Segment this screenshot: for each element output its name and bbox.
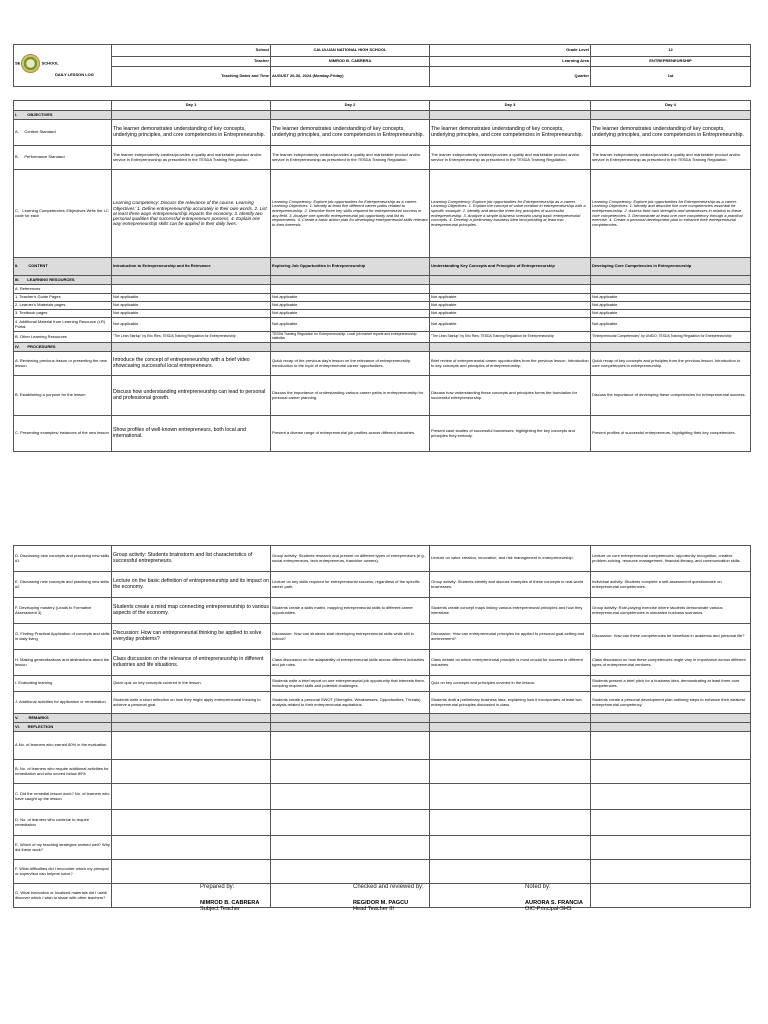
- reflection-row: [14, 784, 751, 810]
- table-cell: Not applicable.: [591, 310, 751, 318]
- school-suffix: SCHOOL: [41, 60, 59, 66]
- dates-label: Teaching Dates and Time: [112, 67, 271, 87]
- row-label: I. Evaluating learning: [14, 676, 112, 692]
- area-value: ENTREPRENEURSHIP: [591, 57, 751, 67]
- table-cell: Brief review of entrepreneurial career opportunities from the previous lesson. Introduction to key concepts and principles of entrepreneurship.: [430, 352, 591, 376]
- section-objectives: [14, 111, 112, 120]
- table-cell: The learner demonstrates understanding of key concepts, underlying principles, and core competencies in Entrepreneurship.: [271, 120, 430, 146]
- table-cell: Learning Competency: Explore job opportunities for Entrepreneurship as a career. Learning Objectives: 1. Explain the concept of value creation in entrepreneurship with a specific example. 2. Identify and describe three key principles of successful entrepreneurship. 3. Analyze a simple business scenario using basic entrepreneurial concepts. 4. Develop a preliminary business idea incorporating at least two entrepreneurial principles.: [430, 170, 591, 258]
- table-cell: Not applicable.: [112, 294, 271, 302]
- school-label: School: [112, 45, 271, 57]
- row-label: H. Making generalizations and abstractions about the lesson: [14, 650, 112, 676]
- header-table: [13, 44, 751, 452]
- table-cell: Students create a personal development plan outlining steps to enhance their weakest entrepreneurial competency.: [591, 692, 751, 714]
- table-cell: Discussion: How can students start developing entrepreneurial skills while still in school?: [271, 624, 430, 650]
- table-cell: Understanding Key Concepts and Principles of Entrepreneurship: [430, 258, 591, 276]
- table-cell: "The Lean Startup" by Eric Ries; TESDA Training Regulation for Entrepreneurship: [430, 332, 591, 343]
- prepared-by: [200, 884, 320, 912]
- row-letter: C.: [15, 207, 19, 213]
- table-cell: The learner independently creates/provides a quality and marketable product and/or service in Entrepreneurship as prescribed in the TESDA Training Regulation.: [430, 146, 591, 170]
- section-remarks: [14, 714, 112, 723]
- checked-name: REGIDOR M. PAGCU: [353, 900, 409, 906]
- procedure-h-row: [14, 650, 751, 676]
- table-cell: Not applicable.: [271, 302, 430, 310]
- section-number: V.: [15, 714, 19, 720]
- table-cell: Not applicable.: [430, 318, 591, 332]
- table-cell: The learner demonstrates understanding of key concepts, underlying principles, and core competencies in Entrepreneurship.: [430, 120, 591, 146]
- table-cell: The learner independently creates/provides a quality and marketable product and/or service in Entrepreneurship as prescribed in the TESDA Training Regulation.: [591, 146, 751, 170]
- content-row: [14, 258, 751, 276]
- content-standard-row: [14, 120, 751, 146]
- table-cell: TESDA Training Regulation for Entrepreneurship; Local job market reports and entrepreneurship statistics: [271, 332, 430, 343]
- procedure-f-row: [14, 598, 751, 624]
- deped-seal-icon: [21, 54, 40, 73]
- table-cell: Discuss how understanding these concepts and principles forms the foundation for successful entrepreneurship.: [430, 376, 591, 416]
- table-cell: Not applicable.: [430, 310, 591, 318]
- table-cell: Not applicable.: [271, 294, 430, 302]
- section-title: OBJECTIVES: [27, 111, 53, 117]
- additional-materials-row: [14, 318, 751, 332]
- lesson-log-page-1: [13, 44, 750, 452]
- table-cell: Discuss the importance of developing these competencies for entrepreneurial success.: [591, 376, 751, 416]
- table-cell: Class debate on which entrepreneurial principle is most crucial for success in different industries.: [430, 650, 591, 676]
- competencies-row: [14, 170, 751, 258]
- table-cell: Not applicable.: [112, 310, 271, 318]
- textbook-row: [14, 310, 751, 318]
- noted-name: AURORA S. FRANCIA: [525, 900, 583, 906]
- table-cell: Not applicable.: [271, 318, 430, 332]
- school-logo-cell: [14, 45, 112, 87]
- checked-by: [353, 884, 473, 912]
- table-cell: Present a diverse range of entrepreneurial job profiles across different industries.: [271, 416, 430, 452]
- table-cell: Students draft a preliminary business idea, explaining how it incorporates at least two entrepreneurial principles discussed in class.: [430, 692, 591, 714]
- row-label: F. What difficulties did I encounter which my principal or supervisor can helpme solve?: [14, 860, 112, 884]
- table-cell: Not applicable.: [112, 302, 271, 310]
- reflection-row: [14, 860, 751, 884]
- section-title: CONTENT: [28, 263, 48, 269]
- table-cell: Discuss how understanding entrepreneurship can lead to personal and professional growth.: [112, 376, 271, 416]
- section-reflection: [14, 723, 112, 732]
- table-cell: Exploring Job Opportunities in Entrepreneurship: [271, 258, 430, 276]
- table-cell: Individual activity: Students complete a self-assessment questionnaire on entrepreneurial competencies.: [591, 572, 751, 598]
- row-label: [14, 120, 112, 146]
- table-cell: Quick quiz on key concepts covered in the lesson.: [112, 676, 271, 692]
- noted-label: Noted by:: [525, 884, 551, 890]
- school-value: CALULUAN NATIONAL HIGH SCHOOL: [271, 45, 430, 57]
- teachers-guide-row: [14, 294, 751, 302]
- dates-value: AUGUST 26-30, 2024 (Monday-Friday): [271, 67, 430, 87]
- area-label: Learning Area: [430, 57, 591, 67]
- table-cell: Students write a brief report on one entrepreneurial job opportunity that interests them, including required skills and potential challenges.: [271, 676, 430, 692]
- school-prefix: SE: [15, 60, 21, 66]
- procedure-j-row: [14, 692, 751, 714]
- table-cell: Students create concept maps linking various entrepreneurial principles and how they interrelate.: [430, 598, 591, 624]
- row-label: D. Discussing new concepts and practicing new skills #1: [14, 546, 112, 572]
- row-label: A. Reviewing previous lesson or presenting the new lesson: [14, 352, 112, 376]
- table-cell: Discuss the importance of understanding various career paths in entrepreneurship for personal career planning.: [271, 376, 430, 416]
- references-label: A. References: [14, 285, 112, 294]
- row-label: E. Discussing new concepts and practicing new skills #2: [14, 572, 112, 598]
- row-title: Content Standard: [24, 129, 56, 135]
- table-cell: The learner demonstrates understanding of key concepts, underlying principles, and core competencies in Entrepreneurship.: [591, 120, 751, 146]
- table-cell: Introduction to Entrepreneurship and Its Relevance: [112, 258, 271, 276]
- row-label: J. Additional activities for application or remediation: [14, 692, 112, 714]
- row-label: 2. Learner's Materials pages: [14, 302, 112, 310]
- section-content: [14, 258, 112, 276]
- table-cell: Discussion: How can entrepreneurial principles be applied to personal goal-setting and achievement?: [430, 624, 591, 650]
- procedures-continued-table: [13, 545, 751, 908]
- table-cell: Lecture on core entrepreneurial competencies: opportunity recognition, creative problem-solving, resource management, financial literacy, and communication skills.: [591, 546, 751, 572]
- row-label: E. Which of my teaching strategies worked well? Why did these work?: [14, 836, 112, 860]
- section-procedures: [14, 343, 112, 352]
- reflection-row: [14, 732, 751, 760]
- section-number: II.: [15, 263, 19, 269]
- row-label: G. What innovation or localized materials did I used/ discover which I wish to share with other teachers?: [14, 884, 112, 908]
- table-cell: Group activity: Students brainstorm and list characteristics of successful entrepreneurs.: [112, 546, 271, 572]
- noted-by: [525, 884, 645, 912]
- table-cell: Students present a brief pitch for a business idea, demonstrating at least three core competencies.: [591, 676, 751, 692]
- table-cell: Students write a short reflection on how they might apply entrepreneurial thinking to achieve a personal goal.: [112, 692, 271, 714]
- table-cell: Class discussion on the relevance of entrepreneurship in different industries and life situations.: [112, 650, 271, 676]
- prepared-name: NIMROD B. CABRERA: [200, 900, 260, 906]
- table-cell: Students create a personal SWOT (Strengths, Weaknesses, Opportunities, Threats) analysis related to their entrepreneurial aspirations.: [271, 692, 430, 714]
- row-label: C. Did the remedial lesson work? No. of learners who have caught up the lesson: [14, 784, 112, 810]
- row-label: 1. Teacher's Guide Pages: [14, 294, 112, 302]
- noted-title: OIC-Principal-SHS: [525, 906, 572, 912]
- table-cell: Not applicable.: [430, 302, 591, 310]
- row-label: [14, 170, 112, 258]
- table-cell: Not applicable.: [591, 302, 751, 310]
- table-cell: Present case studies of successful businesses, highlighting the key concepts and principles they embody.: [430, 416, 591, 452]
- section-title: PROCEDURES: [27, 343, 56, 349]
- day-4-header: Day 4: [591, 101, 751, 111]
- row-letter: B.: [15, 154, 19, 160]
- other-resources-row: [14, 332, 751, 343]
- procedure-e-row: [14, 572, 751, 598]
- table-cell: Class discussion on how these competencies might vary in importance across different types of entrepreneurial ventures.: [591, 650, 751, 676]
- checked-label: Checked and reviewed by:: [353, 884, 424, 890]
- day-2-header: Day 2: [271, 101, 430, 111]
- table-cell: Learning Competency: Discuss the relevance of the course. Learning Objectives: 1. Define entrepreneurship accurately in their own words. 2. List at least three ways entrepreneurship impacts the economy. 3. Identify two personal qualities that successful entrepreneurs possess. 4. Explain one way entrepreneurship skills can be applied in their daily lives.: [112, 170, 271, 258]
- table-cell: "The Lean Startup" by Eric Ries; TESDA Training Regulation for Entrepreneurship: [112, 332, 271, 343]
- table-cell: The learner independently creates/provides a quality and marketable product and/or service in Entrepreneurship as prescribed in the TESDA Training Regulation.: [112, 146, 271, 170]
- quarter-value: 1st: [591, 67, 751, 87]
- table-cell: Not applicable.: [591, 294, 751, 302]
- table-cell: Students create a mind map connecting entrepreneurship to various aspects of the economy.: [112, 598, 271, 624]
- procedure-i-row: [14, 676, 751, 692]
- section-number: I.: [15, 111, 18, 117]
- table-cell: Introduce the concept of entrepreneurship with a brief video showcasing successful local entrepreneurs.: [112, 352, 271, 376]
- row-label: 4. Additional Material from Learning Resource (LR) Portal: [14, 318, 112, 332]
- table-cell: Learning Competency: Explore job opportunities for Entrepreneurship as a career. Learning Objectives: 1. Identify at least five different career paths related to entrepreneurship. 2. Describe three key skills required for entrepreneurial success in any field. 3. Analyze one specific entrepreneurial job opportunity and list its requirements. 4. Create a basic action plan for developing entrepreneurial skills relevant to their interests.: [271, 170, 430, 258]
- row-label: A.No. of learners who earned 80% in the evaluation: [14, 732, 112, 760]
- grade-label: Grade Level: [430, 45, 591, 57]
- teacher-value: NIMROD B. CABRERA: [271, 57, 430, 67]
- table-cell: Quiz on key concepts and principles covered in the lesson.: [430, 676, 591, 692]
- row-title: Learning Competencies /Objectives Write the LC code for each: [15, 207, 109, 218]
- row-label: 3. Textbook pages: [14, 310, 112, 318]
- row-label: B. Establishing a purpose for the lesson: [14, 376, 112, 416]
- quarter-label: Quarter: [430, 67, 591, 87]
- table-cell: Present profiles of successful entrepreneurs, highlighting their key competencies.: [591, 416, 751, 452]
- performance-standard-row: [14, 146, 751, 170]
- row-label: B. Other Learning Resources: [14, 332, 112, 343]
- table-cell: Lecture on value creation, innovation, and risk management in entrepreneurship.: [430, 546, 591, 572]
- section-resources: [14, 276, 112, 285]
- doc-title: DAILY LESSON LOG: [55, 71, 94, 77]
- section-number: IV.: [15, 343, 20, 349]
- table-cell: Discussion: How can entrepreneurial thinking be applied to solve everyday problems?: [112, 624, 271, 650]
- table-cell: Group activity: Students research and present on different types of entrepreneurs (e.g., social entrepreneurs, tech entrepreneurs, franchise owners).: [271, 546, 430, 572]
- table-cell: The learner demonstrates understanding of key concepts, underlying principles, and core competencies in Entrepreneurship.: [112, 120, 271, 146]
- checked-title: Head Teacher III: [353, 906, 394, 912]
- row-label: B. No. of learners who require additional activities for remediation and who scored below 80%: [14, 760, 112, 784]
- table-cell: Show profiles of well-known entrepreneurs, both local and international.: [112, 416, 271, 452]
- row-label: [14, 146, 112, 170]
- lesson-log-page-2: [13, 545, 750, 908]
- reflection-row: [14, 810, 751, 836]
- table-cell: The learner independently creates/provides a quality and marketable product and/or service in Entrepreneurship as prescribed in the TESDA Training Regulation.: [271, 146, 430, 170]
- row-label: F. Developing mastery (Leads to Formative Assessment 3): [14, 598, 112, 624]
- table-cell: Quick recap of key concepts and principles from the previous lesson. Introduction to core competencies in entrepreneurship.: [591, 352, 751, 376]
- table-cell: Class discussion on the adaptability of entrepreneurial skills across different industries and job roles.: [271, 650, 430, 676]
- reflection-row: [14, 836, 751, 860]
- procedure-g-row: [14, 624, 751, 650]
- table-cell: Lecture on key skills required for entrepreneurial success, regardless of the specific career path.: [271, 572, 430, 598]
- procedure-b-row: [14, 376, 751, 416]
- table-cell: Group activity: Students identify and discuss examples of these concepts in real-world businesses.: [430, 572, 591, 598]
- learners-materials-row: [14, 302, 751, 310]
- teacher-label: Teacher: [112, 57, 271, 67]
- day-3-header: Day 3: [430, 101, 591, 111]
- table-cell: Learning Competency: Explore job opportunities for Entrepreneurship as a career. Learning Objectives: 1. Identify and describe five core competencies essential for entrepreneurship. 2. Assess their own strengths and weaknesses in relation to these core competencies. 3. Demonstrate at least one core competency through a practical exercise. 4. Create a personal development plan to enhance their entrepreneurial competencies.: [591, 170, 751, 258]
- table-cell: Not applicable.: [271, 310, 430, 318]
- section-number: III.: [15, 276, 20, 282]
- section-title: REFLECTION: [27, 723, 54, 729]
- reflection-row: [14, 760, 751, 784]
- section-number: VI.: [15, 723, 20, 729]
- row-label: G. Finding Practical Application of concepts and skills in daily living: [14, 624, 112, 650]
- section-title: REMARKS: [28, 714, 49, 720]
- row-letter: A.: [15, 129, 19, 135]
- section-title: LEARNING RESOURCES: [27, 276, 75, 282]
- row-label: D. No. of learners who continue to require remediation: [14, 810, 112, 836]
- prepared-title: Subject Teacher: [200, 906, 241, 912]
- table-cell: Not applicable.: [112, 318, 271, 332]
- prepared-label: Prepared by:: [200, 884, 235, 890]
- row-label: C. Presenting examples/ instances of the new lesson: [14, 416, 112, 452]
- table-cell: Group activity: Role-playing exercise where students demonstrate various entrepreneurial competencies in simulated business scenarios.: [591, 598, 751, 624]
- table-cell: Lecture on the basic definition of entrepreneurship and its impact on the economy.: [112, 572, 271, 598]
- procedure-a-row: [14, 352, 751, 376]
- table-cell: Developing Core Competencies in Entrepreneurship: [591, 258, 751, 276]
- day-1-header: Day 1: [112, 101, 271, 111]
- table-cell: Quick recap of the previous day's lesson on the relevance of entrepreneurship. Introduction to the topic of entrepreneurial career opportunities.: [271, 352, 430, 376]
- grade-value: 12: [591, 45, 751, 57]
- row-title: Performance Standard: [24, 154, 65, 160]
- table-cell: Not applicable.: [591, 318, 751, 332]
- procedure-d-row: [14, 546, 751, 572]
- table-cell: Students create a skills matrix, mapping entrepreneurial skills to different career opportunities.: [271, 598, 430, 624]
- table-cell: "Entrepreneurial Competencies" by UNIDO; TESDA Training Regulation for Entrepreneurship: [591, 332, 751, 343]
- table-cell: Discussion: How can these competencies be beneficial in academic and personal life?: [591, 624, 751, 650]
- procedure-c-row: [14, 416, 751, 452]
- table-cell: Not applicable.: [430, 294, 591, 302]
